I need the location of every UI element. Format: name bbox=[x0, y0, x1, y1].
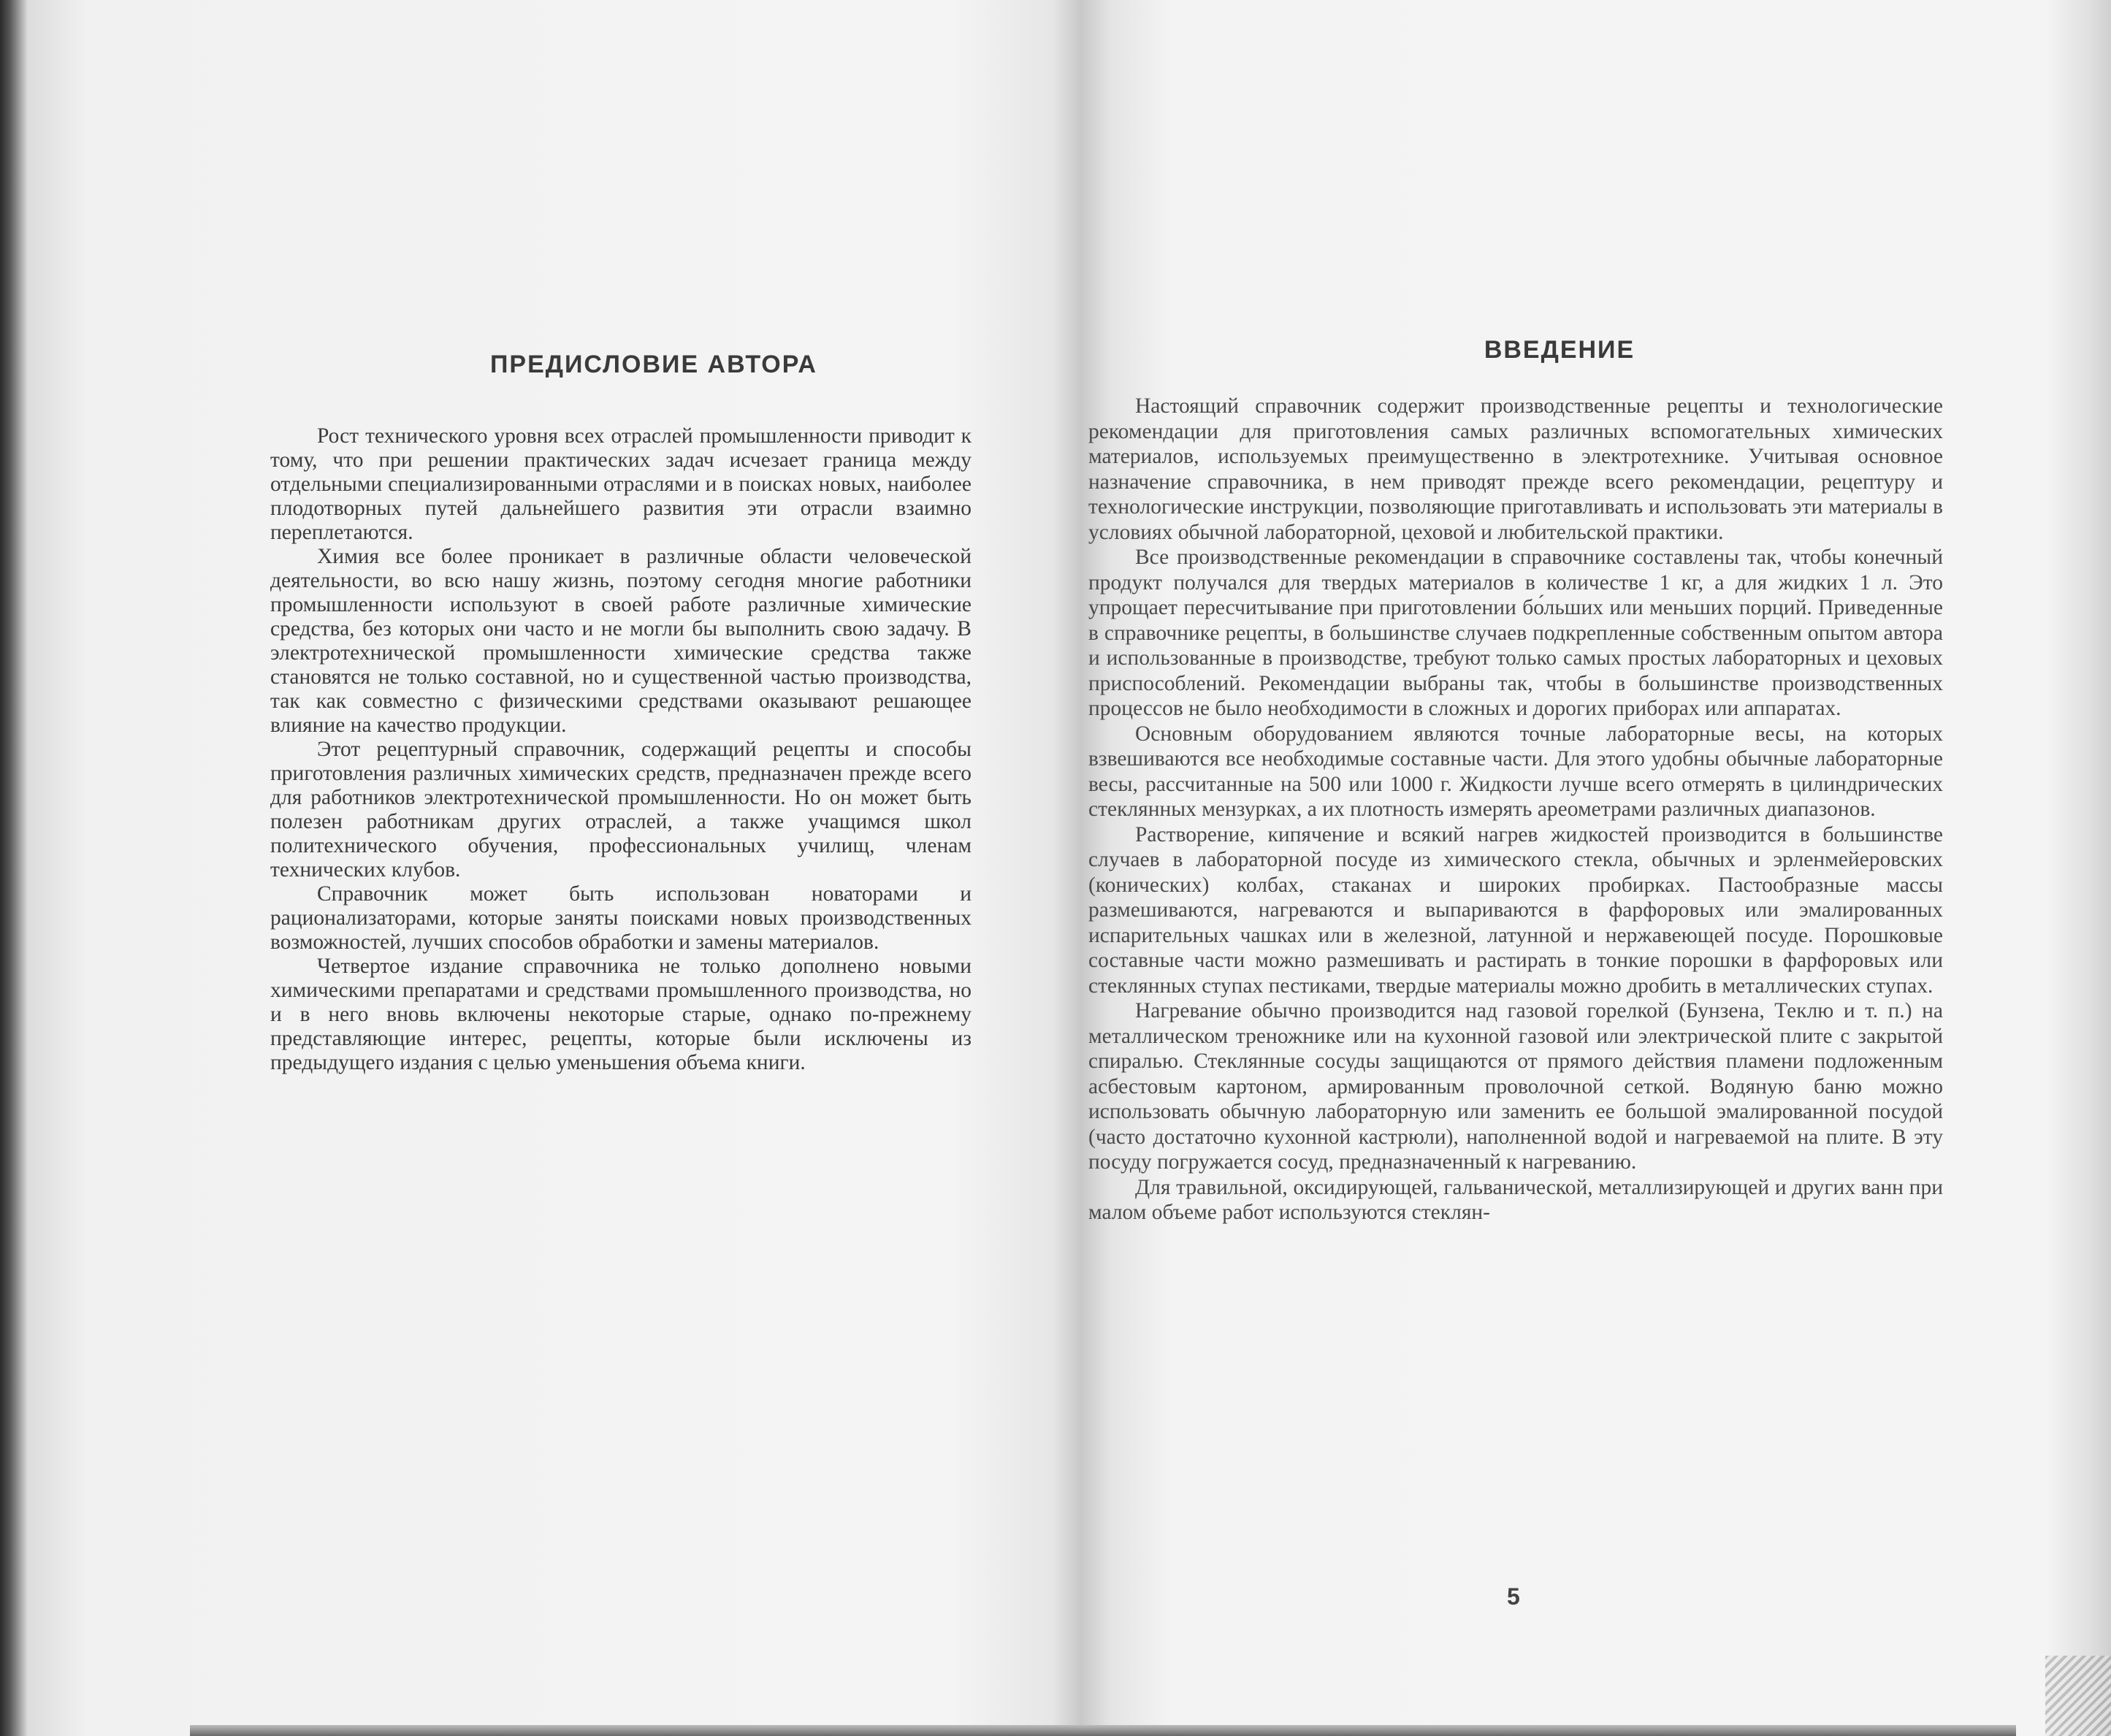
left-page-title: ПРЕДИСЛОВИЕ АВТОРА bbox=[489, 351, 817, 378]
left-paragraph: Справочник может быть использован новаторами и рационализаторами, которые заняты поисками новых производственных возможностей, лучших способов обработки и замены материалов. bbox=[270, 882, 971, 954]
right-paragraph: Для травильной, оксидирующей, гальванической, металлизирующей и других ванн при малом объеме работ используются стеклян- bbox=[1088, 1175, 1943, 1224]
left-paragraph: Рост технического уровня всех отраслей промышленности приводит к тому, что при решении практических задач исчезает граница между отдельными специализированными отраслями и в поисках новых, наиболее плодотворных путей дальнейшего развития эти отрасли взаимно переплетаются. bbox=[270, 424, 971, 544]
right-paragraph: Настоящий справочник содержит производственные рецепты и технологические рекомендации для приготовления самых различных вспомогательных химических материалов, используемых преимущественно в электротехнике. Учитывая основное назначение справочника, в нем приводят прежде всего рекомендации, рецептуру и технологические инструкции, позволяющие приготавливать и использовать эти материалы в условиях обычной лабораторной, цеховой и любительской практики. bbox=[1088, 394, 1943, 544]
left-paragraph: Химия все более проникает в различные области человеческой деятельности, во всю нашу жизнь, поэтому сегодня многие работники промышленности используют в своей работе различные химические средства, без которых они часто и не могли бы выполнить свою задачу. В электротехнической промышленности химические средства также становятся не только составной, но и существенной частью производства, так как совместно с физическими средствами оказывают решающее влияние на качество продукции. bbox=[270, 545, 971, 737]
right-paragraph: Растворение, кипячение и всякий нагрев жидкостей производится в большинстве случаев в лабораторной посуде из химического стекла, обычных и эрленмейеровских (конических) колбах, стаканах и широких пробирках. Пастообразные массы размешиваются, нагреваются и выпариваются в фарфоровых или эмалированных испарительных чашках или в железной, латунной и нержавеющей посуде. Порошковые составные части можно размешивать и растирать в тонкие порошки в фарфоровых или стеклянных ступах пестиками, твердые материалы можно дробить в металлических ступах. bbox=[1088, 822, 1943, 998]
right-paragraph: Основным оборудованием являются точные лабораторные весы, на которых взвешиваются все необходимые составные части. Для этого удобны обычные лабораторные весы, рассчитанные на 500 или 1000 г. Жидкости лучше всего отмерять в цилиндрических стеклянных мензурках, а их плотность измерять ареометрами различных диапазонов. bbox=[1088, 722, 1943, 821]
right-page bbox=[1088, 336, 1943, 1225]
page-edge-shadow bbox=[190, 1725, 2016, 1736]
right-paragraph: Все производственные рекомендации в справочнике составлены так, чтобы конечный продукт получался для твердых материалов в количестве 1 кг, а для жидких 1 л. Это упрощает пересчитывание при приготовлении бо́льших или меньших порций. Приведенные в справочнике рецепты, в большинстве случаев подкрепленные собственным опытом автора и использованные в производстве, требуют только самых простых лабораторных и цеховых приспособлений. Рекомендации выбраны так, чтобы в большинстве производственных процессов не было необходимости в сложных и дорогих приборах или аппаратах. bbox=[1088, 546, 1943, 720]
right-paragraph: Нагревание обычно производится над газовой горелкой (Бунзена, Теклю и т. п.) на металлическом треножнике или на кухонной газовой или электрической плите с закрытой спиралью. Стеклянные сосуды защищаются от прямого действия пламени подложенным асбестовым картоном, армированным проволочной сеткой. Водяную баню можно использовать обычную лабораторную или заменить ее большой эмалированной посудой (часто достаточно кухонной кастрюли), наполненной водой и нагреваемой на плите. В эту посуду погружается сосуд, предназначенный к нагреванию. bbox=[1088, 999, 1943, 1174]
right-page-title: ВВЕДЕНИЕ bbox=[1484, 336, 1635, 364]
left-paragraph: Четвертое издание справочника не только дополнено новыми химическими препаратами и средствами промышленного производства, но и в него вновь включены некоторые старые, однако по-прежнему представляющие интерес, рецепты, которые были исключены из предыдущего издания с целью уменьшения объема книги. bbox=[270, 955, 971, 1074]
left-paragraph: Этот рецептурный справочник, содержащий рецепты и способы приготовления различных химических средств, предназначен прежде всего для работников электротехнической промышленности. Но он может быть полезен работникам других отраслей, а также учащимся школ политехнического обучения, профессиональных училищ, членам технических клубов. bbox=[270, 738, 971, 882]
left-page bbox=[270, 351, 971, 1075]
page-number: 5 bbox=[1507, 1583, 1520, 1610]
page-corner-texture bbox=[2045, 1656, 2111, 1736]
